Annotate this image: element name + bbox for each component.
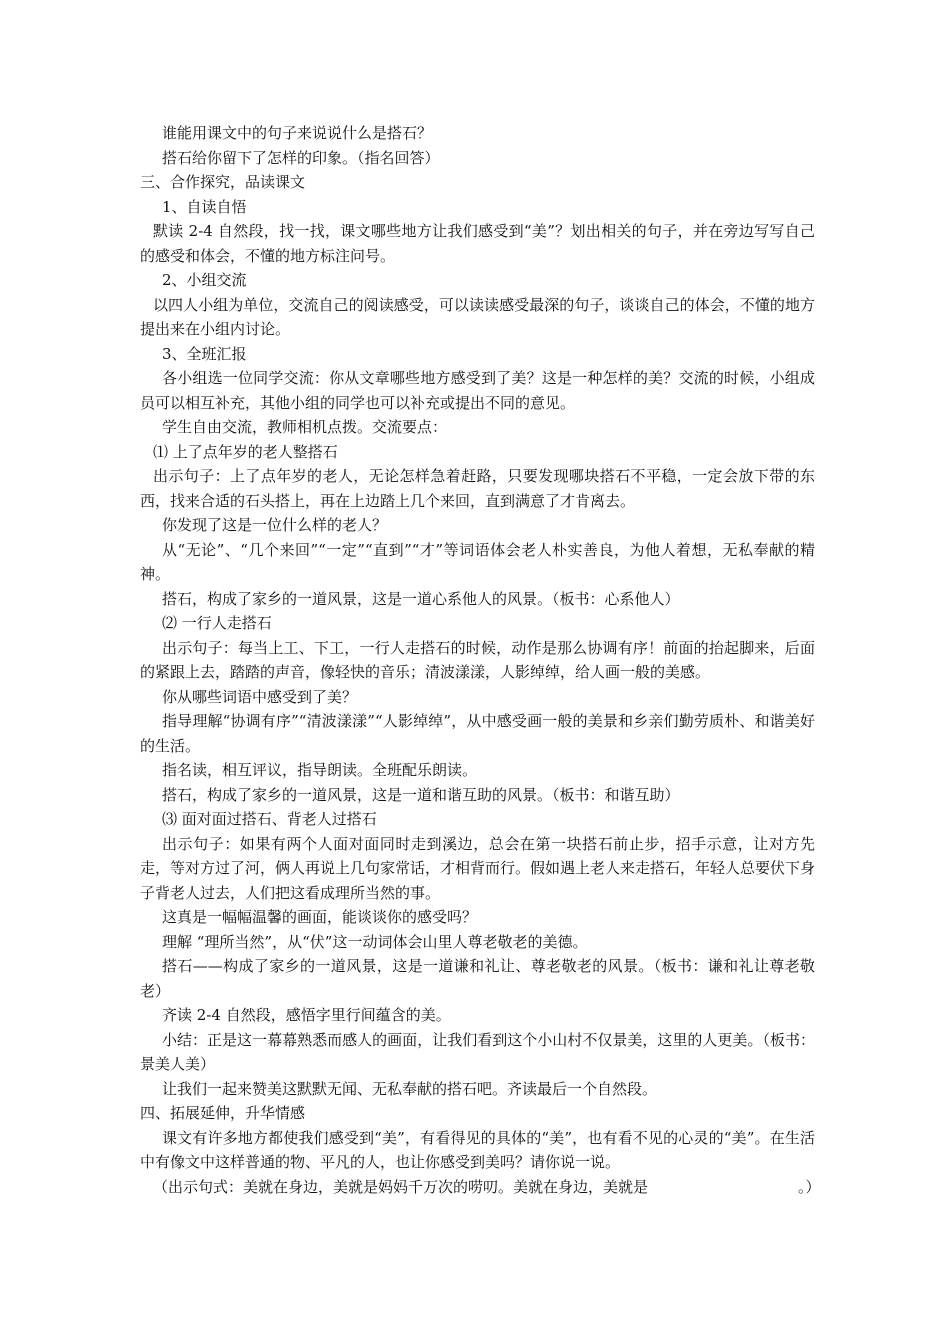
paragraph-line: 搭石，构成了家乡的一道风景，这是一道心系他人的风景。（板书：心系他人）	[162, 589, 680, 608]
paragraph-line: 你发现了这是一位什么样的老人？	[162, 516, 388, 534]
paragraph-line: 让我们一起来赞美这默默无闻、无私奉献的搭石吧。齐读最后一个自然段。	[162, 1079, 658, 1098]
paragraph-line: ⑵ 一行人走搭石	[162, 614, 272, 632]
document-page	[140, 121, 821, 1199]
paragraph-line: （出示句式：美就在身边，美就是妈妈千万次的唠叨。美就在身边，美就是 。）	[153, 1177, 821, 1196]
paragraph-line: 指名读，相互评议，指导朗读。全班配乐朗读。	[162, 761, 478, 779]
paragraph-line: ⑴ 上了点年岁的老人整搭石	[153, 442, 338, 461]
paragraph-line: 三、合作探究，品读课文	[140, 173, 306, 191]
paragraph-line: ⑶ 面对面过搭石、背老人过搭石	[162, 810, 377, 828]
paragraph-line: 指导理解“协调有序”“清波漾漾”“人影绰绰”，从中感受画一般的美景和乡亲们勤劳质朴、和谐美好的生活。	[140, 712, 815, 755]
paragraph-line: 课文有许多地方都使我们感受到“美”，有看得见的具体的“美”，也有看不见的心灵的“美”。在生活中有像文中这样普通的物、平凡的人，也让你感受到美吗？请你说一说。	[140, 1128, 815, 1171]
paragraph-line: 出示句子：每当上工、下工，一行人走搭石的时候，动作是那么协调有序！前面的抬起脚来，后面的紧跟上去，踏踏的声音，像轻快的音乐；清波漾漾，人影绰绰，给人画一般的美感。	[140, 638, 815, 681]
paragraph-line: 四、拓展延伸，升华情感	[140, 1104, 306, 1122]
paragraph-line: 学生自由交流，教师相机点拨。交流要点：	[162, 418, 448, 436]
paragraph-line: 搭石给你留下了怎样的印象。（指名回答）	[162, 148, 440, 167]
paragraph-line: 以四人小组为单位，交流自己的阅读感受，可以读读感受最深的句子，谈谈自己的体会，不懂的地方提出来在小组内讨论。	[140, 295, 815, 338]
paragraph-line: 出示句子：上了点年岁的老人，无论怎样急着赶路，只要发现哪块搭石不平稳，一定会放下带的东西，找来合适的石头搭上，再在上边踏上几个来回，直到满意了才肯离去。	[140, 467, 815, 510]
paragraph-line: 谁能用课文中的句子来说说什么是搭石？	[162, 124, 433, 142]
paragraph-line: 你从哪些词语中感受到了美？	[162, 687, 358, 706]
paragraph-line: 从“无论”、“几个来回”“一定”“直到”“才”等词语体会老人朴实善良，为他人着想，无私奉献的精神。	[140, 540, 815, 583]
paragraph-line: 各小组选一位同学交流：你从文章哪些地方感受到了美？这是一种怎样的美？交流的时候，小组成员可以相互补充，其他小组的同学也可以补充或提出不同的意见。	[140, 369, 815, 412]
paragraph-line: 1、自读自悟	[162, 197, 247, 216]
paragraph-line: 理解 “理所当然”，从“伏”这一动词体会山里人尊老敬老的美德。	[162, 932, 588, 951]
paragraph-line: 2、小组交流	[162, 271, 247, 289]
paragraph-line: 搭石，构成了家乡的一道风景，这是一道和谐互助的风景。（板书：和谐互助）	[162, 785, 680, 804]
paragraph-line: 出示句子：如果有两个人面对面同时走到溪边，总会在第一块搭石前止步，招手示意，让对方先走，等对方过了河，俩人再说上几句家常话，才相背而行。假如遇上老人来走搭石，年轻人总要伏下身子背老人过去，人们把这看成理所当然的事。	[140, 834, 816, 902]
paragraph-line: 齐读 2-4 自然段，感悟字里行间蕴含的美。	[162, 1006, 451, 1024]
paragraph-line: 默读 2-4 自然段，找一找，课文哪些地方让我们感受到“美”？划出相关的句子，并在旁边写写自己的感受和体会，不懂的地方标注问号。	[140, 222, 815, 265]
paragraph-line: 搭石——构成了家乡的一道风景，这是一道谦和礼让、尊老敬老的风景。（板书：谦和礼让尊老敬老）	[140, 957, 815, 1000]
paragraph-line: 3、全班汇报	[162, 344, 247, 363]
paragraph-line: 小结：正是这一幕幕熟悉而感人的画面，让我们看到这个小山村不仅景美，这里的人更美。（板书：景美人美）	[140, 1030, 815, 1073]
paragraph-line: 这真是一幅幅温馨的画面，能谈谈你的感受吗？	[162, 908, 478, 926]
